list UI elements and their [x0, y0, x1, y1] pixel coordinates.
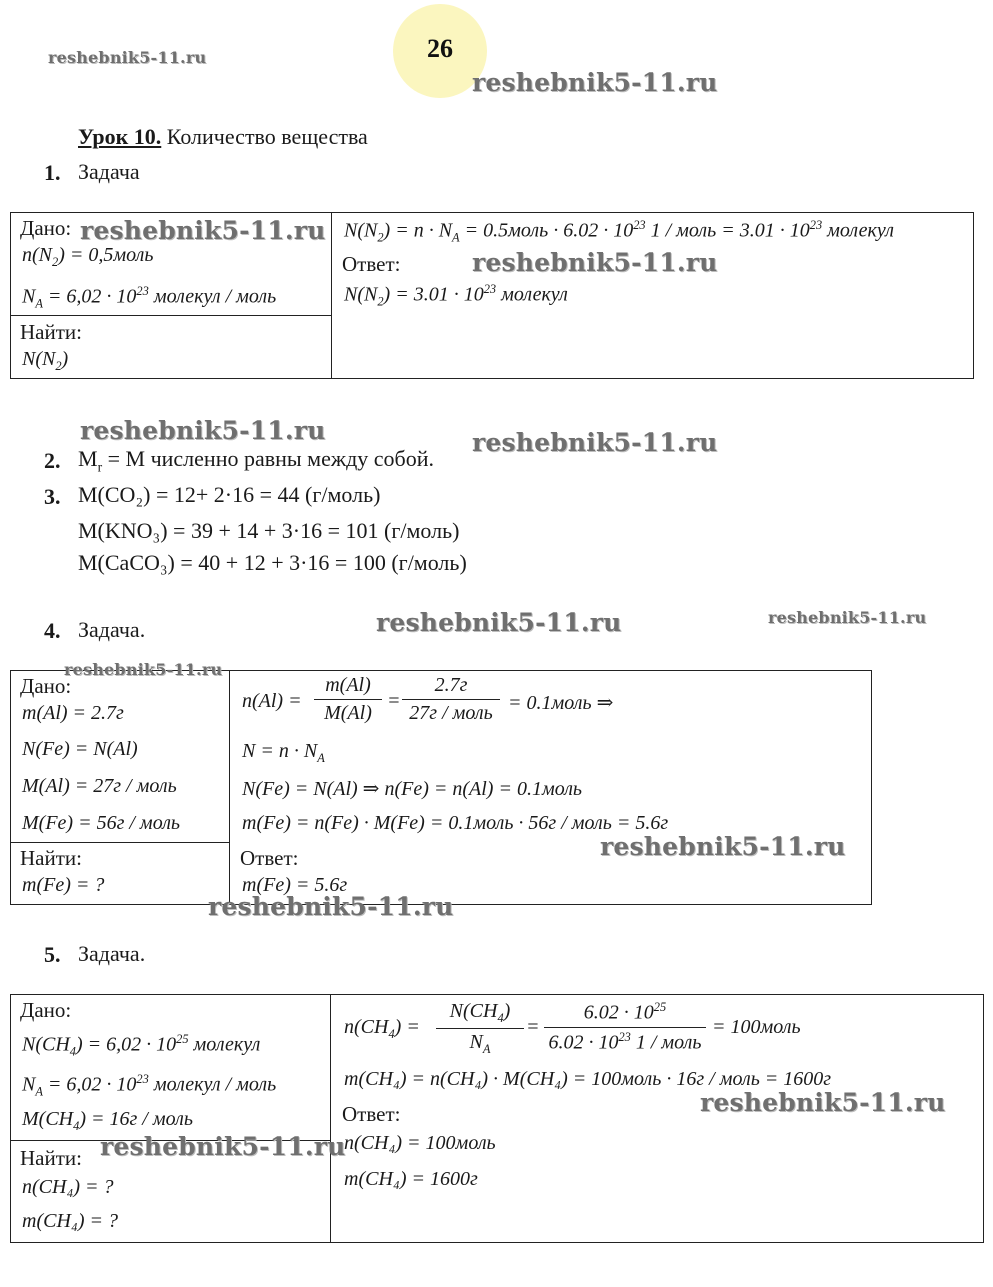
task-number: 1. [44, 160, 61, 185]
given-value: $n(N_2)$ = 0,5моль [22, 244, 154, 269]
formula-line: M(KNO₃) = 39 + 14 + 3·16 = 101 (г/моль) [78, 518, 460, 543]
divider [331, 212, 332, 378]
fraction [544, 1000, 706, 1054]
given-label: Дано: [20, 674, 72, 698]
watermark: reshebnik5-11.ru [472, 428, 718, 457]
numerator: 2.7г [434, 674, 468, 696]
equation: m(CH₄) = n(CH₄) · M(CH₄) = 100моль · 16г / моль = 1600г [344, 1068, 832, 1090]
equation [242, 740, 325, 766]
divider [229, 670, 230, 904]
find-label: Найти: [20, 846, 82, 870]
fraction [402, 674, 500, 725]
denominator: 27г / моль [409, 702, 493, 724]
equation-right: = 0.1моль ⇒ [508, 692, 614, 714]
fraction [436, 1000, 524, 1057]
answer-value: m(CH₄) = 1600г [344, 1168, 478, 1190]
task-number: 5. [44, 942, 61, 967]
numerator: $6.02 \cdot 10^{25}$ [583, 1000, 667, 1024]
find-value: m(CH₄) = ? [22, 1210, 118, 1232]
lesson-heading [78, 124, 368, 150]
task-title: Задача. [78, 617, 146, 642]
task-title: Задача [78, 159, 140, 184]
equals: = [387, 690, 401, 712]
answer-value: m(Fe) = 5.6г [242, 874, 348, 896]
denominator: $6.02 \cdot 10^{23}$ 1 / моль [548, 1029, 702, 1054]
watermark: reshebnik5-11.ru [472, 248, 718, 277]
task2-text [78, 446, 434, 475]
lesson-label: Урок 10. [78, 124, 162, 149]
watermark: reshebnik5-11.ru [376, 608, 622, 637]
watermark: reshebnik5-11.ru [48, 48, 207, 67]
answer-label: Ответ: [342, 1102, 401, 1126]
denominator: M(Al) [324, 702, 372, 724]
lesson-title: Количество вещества [166, 124, 368, 149]
denominator: $N_A$ [469, 1031, 491, 1056]
answer-label: Ответ: [240, 846, 299, 870]
watermark: reshebnik5-11.ru [64, 660, 223, 679]
subscript: r [97, 459, 103, 475]
watermark: reshebnik5-11.ru [768, 608, 927, 627]
given-value: M(Al) = 27г / моль [22, 775, 177, 797]
equation-left: n(Al) = [242, 690, 302, 712]
watermark: reshebnik5-11.ru [80, 216, 326, 245]
equation-left: $n(CH_4)$ = [344, 1016, 420, 1041]
page-number: 26 [427, 34, 453, 63]
watermark: reshebnik5-11.ru [80, 416, 326, 445]
find-value: $N(N_2)$ [22, 348, 69, 373]
find-label: Найти: [20, 1146, 82, 1170]
given-value: $N_A = 6,02 \cdot 10^{23}$ молекул / моль [22, 1072, 277, 1099]
formula-line: M(CO₂) = 12+ 2·16 = 44 (г/моль) [78, 482, 381, 507]
given-value: $N_A = 6,02 \cdot 10^{23}$ молекул / моль [22, 284, 277, 311]
given-label: Дано: [20, 998, 72, 1022]
equation-right: = 100моль [712, 1016, 801, 1038]
given-value: M(Fe) = 56г / моль [22, 812, 181, 834]
find-value: n(CH₄) = ? [22, 1176, 114, 1198]
answer-label: Ответ: [342, 252, 401, 276]
given-value: N(Fe) = N(Al) [22, 738, 138, 760]
equals: = [526, 1016, 540, 1038]
formula-line: M(CaCO₃) = 40 + 12 + 3·16 = 100 (г/моль) [78, 550, 467, 575]
answer-value: n(CH₄) = 100моль [344, 1132, 496, 1154]
find-value: m(Fe) = ? [22, 874, 105, 896]
numerator: $N(CH_4)$ [449, 1000, 511, 1025]
given-value: $N(CH_4) = 6,02 \cdot 10^{25}$ молекул [22, 1032, 261, 1059]
watermark: reshebnik5-11.ru [600, 832, 846, 861]
equation: m(Fe) = n(Fe) · M(Fe) = 0.1моль · 56г / моль = 5.6г [242, 812, 669, 834]
task-number: 2. [44, 448, 61, 473]
watermark: reshebnik5-11.ru [700, 1088, 946, 1117]
task-number: 3. [44, 484, 61, 509]
answer-value: $N(N_2) = 3.01 \cdot 10^{23}$ молекул [344, 282, 568, 309]
divider [10, 315, 332, 316]
equation: N(Fe) = N(Al) ⇒ n(Fe) = n(Al) = 0.1моль [242, 778, 583, 800]
watermark: reshebnik5-11.ru [208, 892, 454, 921]
given-value: m(Al) = 2.7г [22, 702, 124, 724]
solution-equation: $N(N_2) = n \cdot N_A$ = 0.5моль · $6.02 \cdot 10^{23}$ 1 / моль = $3.01 \cdot 10^{23}$ молекул [344, 218, 894, 245]
fraction [314, 674, 382, 725]
watermark: reshebnik5-11.ru [472, 68, 718, 97]
divider [10, 842, 230, 843]
given-label: Дано: [20, 216, 72, 240]
given-value: $M(CH_4) = 16г$ / моль [22, 1108, 193, 1133]
text: = M численно равны между собой. [102, 446, 434, 471]
watermark: reshebnik5-11.ru [100, 1132, 346, 1161]
find-label: Найти: [20, 320, 82, 344]
subscript: A [317, 751, 325, 765]
task-title: Задача. [78, 941, 146, 966]
symbol: M [78, 446, 98, 471]
task-number: 4. [44, 618, 61, 643]
numerator: m(Al) [325, 674, 371, 696]
text: N = n · N [242, 740, 318, 762]
divider [330, 994, 331, 1242]
